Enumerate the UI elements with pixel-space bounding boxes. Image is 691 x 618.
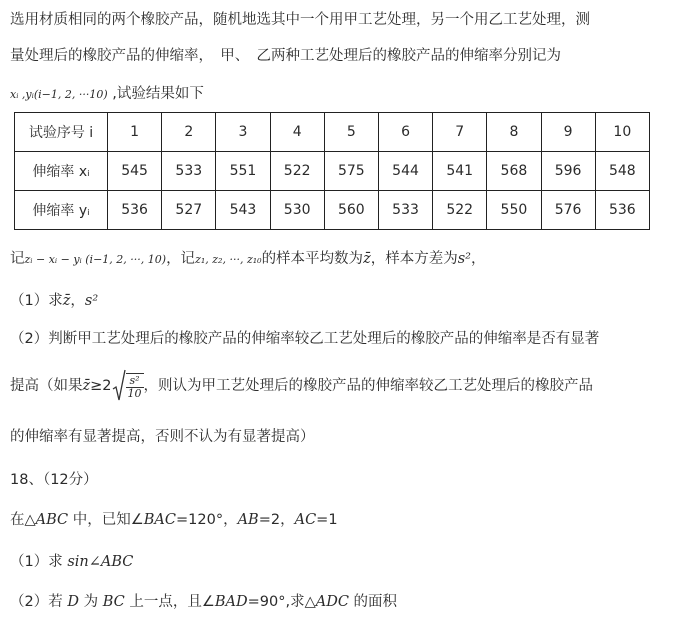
text-variance: ，样本方差为 <box>370 251 458 267</box>
table-cell: 576 <box>541 191 595 230</box>
sqrt-expression <box>112 368 144 404</box>
table-cell: 575 <box>324 152 378 191</box>
q2-geq: ≥2 <box>90 378 112 394</box>
angle-bad: BAD <box>214 594 248 610</box>
q1-s2: s² <box>84 293 99 309</box>
point-d: D <box>67 594 79 610</box>
triangle-abc: ABC <box>35 512 69 528</box>
q2-text-a: 提高（如果 <box>10 378 83 394</box>
p2-c: 上一点，且∠ <box>124 594 215 610</box>
q2-text-b: ，则认为甲工艺处理后的橡胶产品的伸缩率较乙工艺处理后的橡胶产品 <box>143 378 594 394</box>
z-sequence: z₁, z₂, ···, z₁₀ <box>195 253 262 266</box>
table-cell: 5 <box>324 113 378 152</box>
p1-label: （1）求 <box>10 554 68 570</box>
text-ji: 记 <box>10 251 25 267</box>
table-cell: 545 <box>108 152 162 191</box>
problem-18-part-2 <box>10 590 397 611</box>
table-cell: 1 <box>108 113 162 152</box>
definition-line <box>10 247 485 268</box>
table-row-y <box>15 191 650 230</box>
q1-zbar: z̄ <box>62 293 71 309</box>
table-cell: 522 <box>270 152 324 191</box>
table-cell: 550 <box>487 191 541 230</box>
p2-a: （2）若 <box>10 594 68 610</box>
stmt-a: 在△ <box>10 512 36 528</box>
experiment-table <box>14 112 650 230</box>
row-x-label: 伸缩率 xᵢ <box>15 152 108 191</box>
stmt-b: 中，已知∠ <box>68 512 144 528</box>
table-row-index <box>15 113 650 152</box>
intro-line-3-text: ,试验结果如下 <box>107 86 204 102</box>
segment-bc: BC <box>102 594 125 610</box>
frac-denominator: 10 <box>127 386 142 400</box>
table-cell: 541 <box>433 152 487 191</box>
table-cell: 568 <box>487 152 541 191</box>
table-cell: 596 <box>541 152 595 191</box>
table-cell: 522 <box>433 191 487 230</box>
question-2-line-1: （2）判断甲工艺处理后的橡胶产品的伸缩率较乙工艺处理后的橡胶产品的伸缩率是否有显著 <box>10 331 600 347</box>
sqrt-sign-icon <box>112 369 126 403</box>
table-cell: 533 <box>378 191 432 230</box>
triangle-adc: ADC <box>315 594 349 610</box>
table-cell: 7 <box>433 113 487 152</box>
angle-bac: BAC <box>143 512 176 528</box>
intro-line-2: 量处理后的橡胶产品的伸缩率， 甲、 乙两种工艺处理后的橡胶产品的伸缩率分别记为 <box>10 48 561 64</box>
table-cell: 536 <box>108 191 162 230</box>
text-mean: 的样本平均数为 <box>261 251 364 267</box>
table-cell: 4 <box>270 113 324 152</box>
p2-b: 为 <box>78 594 103 610</box>
table-cell: 551 <box>216 152 270 191</box>
stmt-d: =2， <box>258 512 295 528</box>
table-cell: 533 <box>162 152 216 191</box>
table-header-label: 试验序号 i <box>15 113 108 152</box>
table-cell: 530 <box>270 191 324 230</box>
table-cell: 548 <box>595 152 649 191</box>
problem-18-part-1 <box>10 550 133 571</box>
table-cell: 2 <box>162 113 216 152</box>
table-cell: 8 <box>487 113 541 152</box>
p1-sin-abc: sin∠ABC <box>67 554 134 570</box>
table-cell: 543 <box>216 191 270 230</box>
side-ac: AC <box>294 512 317 528</box>
stmt-e: =1 <box>316 512 338 528</box>
table-cell: 10 <box>595 113 649 152</box>
intro-line-1: 选用材质相同的两个橡胶产品，随机地选其中一个用甲工艺处理，另一个用乙工艺处理，测 <box>10 12 590 28</box>
table-cell: 544 <box>378 152 432 191</box>
side-ab: AB <box>237 512 259 528</box>
q1-sep: ， <box>70 293 85 309</box>
question-1 <box>10 289 98 310</box>
table-row-x <box>15 152 650 191</box>
frac-numerator: s² <box>126 375 144 388</box>
row-y-label: 伸缩率 yᵢ <box>15 191 108 230</box>
problem-18-header: 18、（12分） <box>10 472 98 488</box>
stmt-c: =120°， <box>176 512 238 528</box>
text-end: ， <box>470 251 486 267</box>
question-2-line-2 <box>10 368 593 404</box>
problem-18-statement <box>10 508 338 529</box>
table-cell: 527 <box>162 191 216 230</box>
sqrt-fraction <box>126 373 144 400</box>
table-cell: 536 <box>595 191 649 230</box>
s-squared: s² <box>457 251 471 267</box>
text-middle: ，记 <box>166 251 196 267</box>
intro-line-3 <box>10 82 204 103</box>
p2-d2: =90°,求△ <box>247 594 316 610</box>
z-bar: z̄ <box>363 251 371 267</box>
table-cell: 560 <box>324 191 378 230</box>
xy-notation: xᵢ ,yᵢ(i−1, 2, ···10) <box>10 88 108 101</box>
p2-e: 的面积 <box>348 594 398 610</box>
table-cell: 6 <box>378 113 432 152</box>
table-cell: 3 <box>216 113 270 152</box>
table-cell: 9 <box>541 113 595 152</box>
q1-label: （1）求 <box>10 293 63 309</box>
z-definition: zᵢ − xᵢ − yᵢ (i−1, 2, ···, 10) <box>24 253 167 266</box>
q2-zbar: z̄ <box>82 378 91 394</box>
question-2-line-3: 的伸缩率有显著提高，否则不认为有显著提高） <box>10 429 315 445</box>
